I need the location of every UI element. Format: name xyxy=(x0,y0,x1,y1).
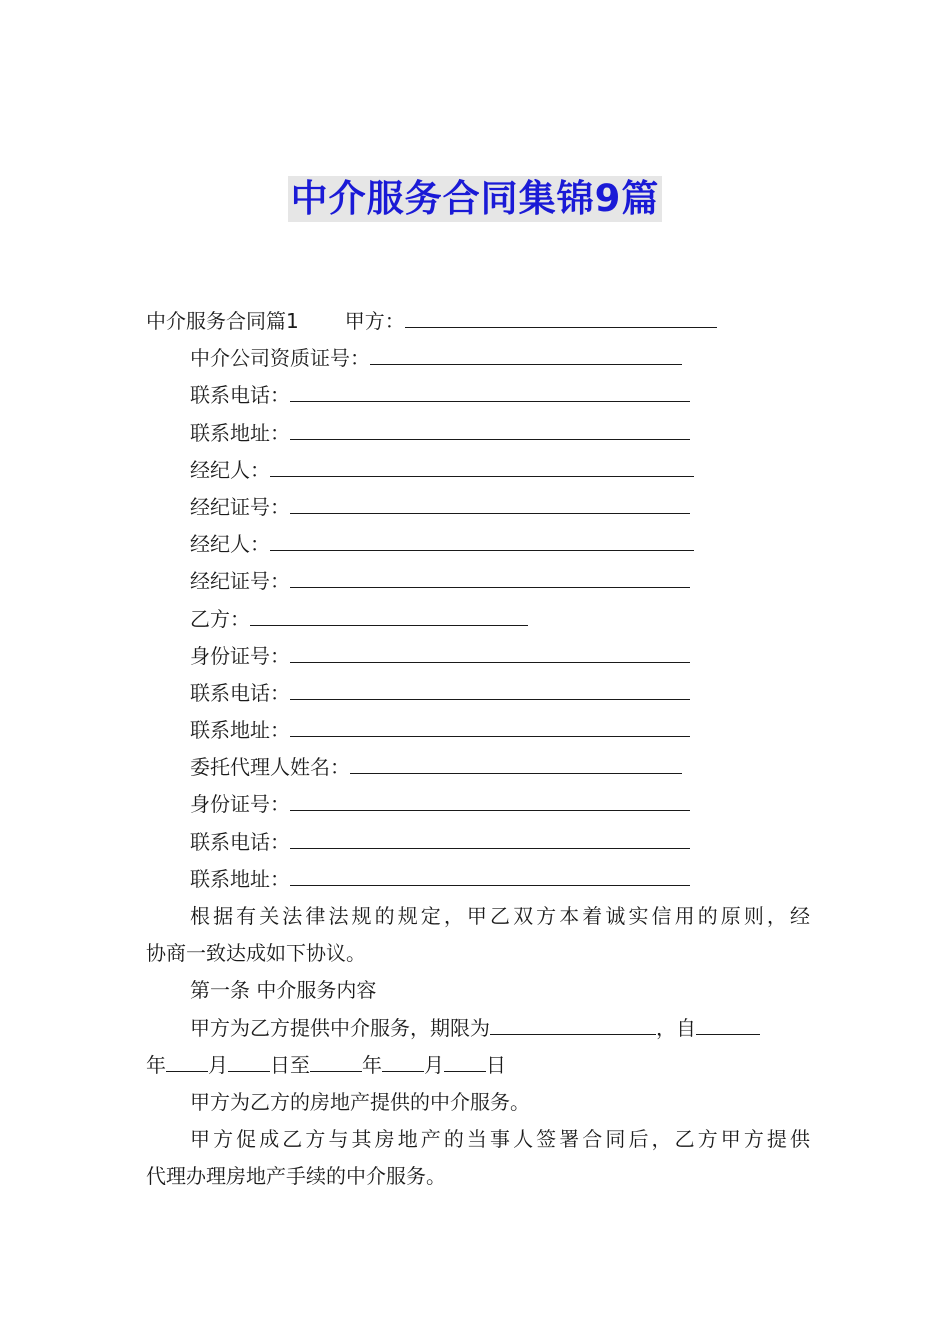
field-label: 联系地址： xyxy=(190,420,290,445)
field-row xyxy=(146,452,810,489)
day2-blank xyxy=(444,1047,486,1072)
contract-label: 中介服务合同篇1 xyxy=(146,309,299,333)
year2-label: 年 xyxy=(362,1052,382,1077)
party-b-row xyxy=(146,601,810,638)
intro-paragraph-line1: 根据有关法律法规的规定，甲乙双方本着诚实信用的原则，经 xyxy=(190,904,810,928)
document-body xyxy=(146,303,810,1196)
field-label: 经纪证号： xyxy=(190,569,290,594)
field-blank xyxy=(270,526,694,551)
field-blank xyxy=(270,452,694,477)
month-label: 月 xyxy=(208,1052,228,1077)
term-prefix: 甲方为乙方提供中介服务，期限为 xyxy=(190,1015,490,1040)
field-blank xyxy=(290,377,690,402)
field-label: 中介公司资质证号： xyxy=(190,346,370,371)
party-b-blank xyxy=(250,601,528,626)
field-row xyxy=(146,377,810,414)
field-row xyxy=(146,489,810,526)
field-row xyxy=(146,340,810,377)
field-label: 身份证号： xyxy=(190,643,290,668)
field-blank xyxy=(290,824,690,849)
term-from: ，自 xyxy=(656,1015,696,1040)
field-row xyxy=(146,638,810,675)
field-blank xyxy=(290,638,690,663)
month2-label: 月 xyxy=(424,1052,444,1077)
field-row xyxy=(146,415,810,452)
field-label: 联系电话： xyxy=(190,829,290,854)
field-label: 经纪人： xyxy=(190,457,270,482)
field-blank xyxy=(290,563,690,588)
field-blank xyxy=(290,675,690,700)
title-container xyxy=(0,176,950,222)
field-label: 身份证号： xyxy=(190,792,290,817)
year-blank xyxy=(696,1010,760,1035)
field-label: 经纪证号： xyxy=(190,494,290,519)
service-clause-2-line1: 甲方促成乙方与其房地产的当事人签署合同后，乙方甲方提供 xyxy=(190,1127,810,1152)
service-clause-1: 甲方为乙方的房地产提供的中介服务。 xyxy=(190,1089,530,1114)
year-label: 年 xyxy=(146,1052,166,1077)
field-label: 联系电话： xyxy=(190,383,290,408)
field-blank xyxy=(290,712,690,737)
article1-heading: 第一条 中介服务内容 xyxy=(190,978,377,1003)
party-a-blank xyxy=(405,303,717,328)
month2-blank xyxy=(382,1047,424,1072)
day-to-label: 日至 xyxy=(270,1052,310,1077)
service-clause-2-line2: 代理办理房地产手续的中介服务。 xyxy=(146,1164,446,1189)
service-term-line xyxy=(146,1010,810,1047)
document-title: 中介服务合同集锦9篇 xyxy=(288,176,663,222)
term-blank xyxy=(490,1010,656,1035)
field-label: 经纪人： xyxy=(190,532,270,557)
field-blank xyxy=(290,415,690,440)
field-blank xyxy=(290,489,690,514)
party-a-label: 甲方： xyxy=(344,309,405,333)
field-blank xyxy=(370,340,682,365)
field-label: 联系地址： xyxy=(190,718,290,743)
field-row xyxy=(146,712,810,749)
field-row xyxy=(146,749,810,786)
contract-header-line xyxy=(146,303,810,340)
field-blank xyxy=(290,786,690,811)
field-row xyxy=(146,861,810,898)
field-label: 联系电话： xyxy=(190,680,290,705)
field-row xyxy=(146,824,810,861)
field-row xyxy=(146,563,810,600)
field-blank xyxy=(290,861,690,886)
field-row xyxy=(146,675,810,712)
field-row xyxy=(146,526,810,563)
day2-label: 日 xyxy=(486,1052,506,1077)
day-blank xyxy=(228,1047,270,1072)
service-date-line xyxy=(146,1047,810,1084)
party-b-label: 乙方： xyxy=(190,606,250,631)
intro-paragraph-line2: 协商一致达成如下协议。 xyxy=(146,941,366,966)
field-label: 委托代理人姓名： xyxy=(190,755,350,780)
field-row xyxy=(146,786,810,823)
year2-blank xyxy=(310,1047,362,1072)
month-blank xyxy=(166,1047,208,1072)
field-label: 联系地址： xyxy=(190,866,290,891)
field-blank xyxy=(350,749,682,774)
